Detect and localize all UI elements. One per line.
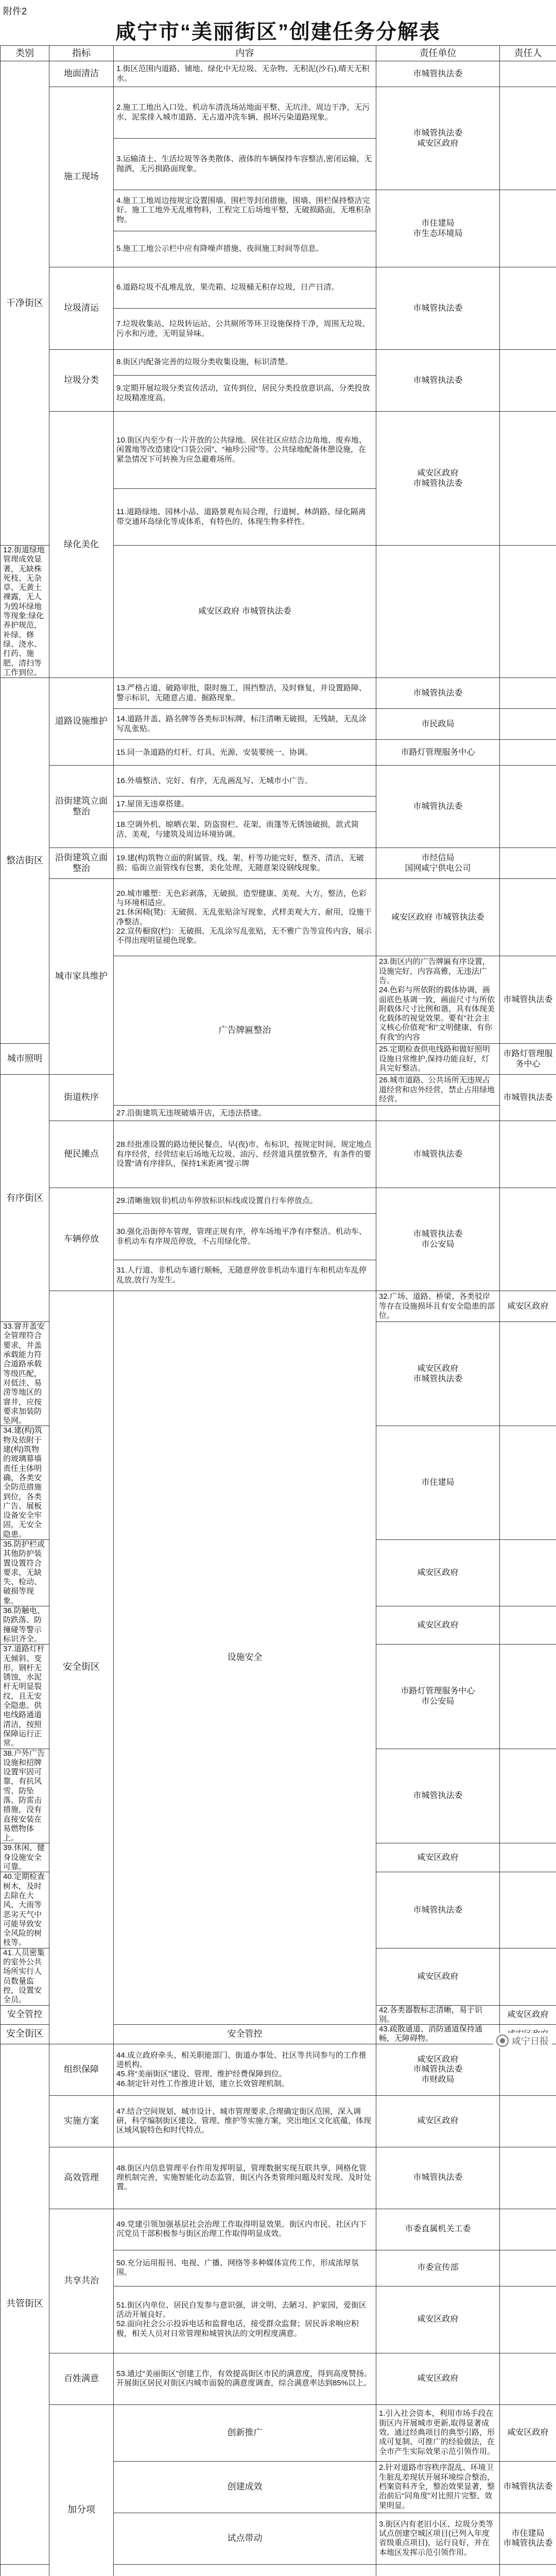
responsible-person-cell (500, 1426, 556, 1540)
content-cell: 12.街道绿地管理成效显著，无缺株死枝、无杂草、无黄土裸露，无人为毁坏绿地等现象:绿化养护规范，补绿、修绿、浇水、打药、施肥、清扫等工作到位。 (1, 546, 49, 678)
content-cell: 3.街区内有老旧小区、垃圾分类等试点创建空城区项目(已列入年度省级重点项目)，运行良好，并在本地区发挥示范引领作用。 (376, 2513, 500, 2564)
category-cell: 有序街区 (1, 1075, 49, 1322)
table-row (1, 678, 556, 709)
table-row (1, 1291, 556, 1322)
indicator-cell: 街道秩序 (49, 1075, 114, 1121)
content-cell: 49.党建引领加强基层社会治理工作取得明显效果。街区内市民、社区内下沉党员干部积极参与街区治理工作取得明显成效。 (114, 2209, 376, 2250)
responsible-unit-cell: 咸安区政府 (376, 1948, 500, 2005)
table-row (1, 848, 556, 879)
content-cell: 37.道路灯杆无倾斜、变形，钢杆无锈蚀，水泥杆无明显裂纹，且无安全隐患。供电线路通道清洁，按照保障运行正常。 (1, 1645, 49, 1749)
responsible-person-cell (500, 740, 556, 766)
content-cell: 42.各类器数标志清晰，易于识别。 (376, 2005, 500, 2025)
content-cell: 40.定期检查树木，及时去除在大风、大雨等恶劣天气中可能导致安全风险的树枝等。 (1, 1872, 49, 1948)
responsible-unit-cell: 咸安区政府 (376, 2353, 500, 2404)
category-cell: 安全街区 (1, 2025, 49, 2044)
indicator-cell: 创建成效 (114, 2461, 376, 2513)
responsible-person-cell (500, 1188, 556, 1291)
content-cell: 19.建(构)筑物立面的附属管、线、架、杆等功能完好，整齐、清洁、无破损；临街立面管线有包裹，美化处理，无随意架设钢线现象。 (114, 848, 376, 879)
table-row (1, 2209, 556, 2250)
content-cell: 16.外墙整洁、完好、有序，无乱画乱写、无城市小广告。 (114, 766, 376, 796)
indicator-cell: 安全管控 (1, 2005, 49, 2025)
responsible-unit-cell (376, 2564, 500, 2576)
content-cell: 1.街区范围内道路、铺地、绿化中无垃圾、无杂物、无积泥(沙石),晴天无积水。 (114, 61, 376, 87)
responsible-person-cell (500, 87, 556, 190)
responsible-person-cell (500, 2209, 556, 2250)
content-cell: 44.成立政府牵头、相关职能部门、街道办事处、社区等共同参与的工作推进机构。 45.将“美丽街区”建设、管理、维护经费保障到位。 46.制定针对性工作推进计划，建立长效管理机制。 (114, 2044, 376, 2095)
table-row (1, 2353, 556, 2404)
responsible-person-cell (500, 848, 556, 879)
responsible-person-cell (500, 190, 556, 267)
header-responsible-unit: 责任单位 (376, 46, 500, 61)
responsible-person-cell (500, 1872, 556, 1948)
responsible-unit-cell: 咸安区政府 (500, 2005, 556, 2025)
indicator-cell (1, 2564, 49, 2576)
table-row (1, 2044, 556, 2095)
responsible-person-cell (500, 1322, 556, 1426)
responsible-person-cell (500, 2564, 556, 2576)
content-cell: 35.防护栏或其他防护装置设置符合要求，无缺失、检动、破损等现象。 (1, 1539, 49, 1606)
table-row (1, 267, 556, 309)
responsible-person-cell (500, 879, 556, 956)
table-row (1, 879, 556, 956)
category-cell: 干净街区 (1, 61, 49, 546)
responsible-person-cell (500, 1645, 556, 1749)
indicator-cell: 城市家具维护 (49, 879, 114, 1075)
table-row (1, 2147, 556, 2209)
responsible-unit-cell: 市委宣传部 (376, 2250, 500, 2286)
responsible-unit-cell: 市城管执法委 (376, 61, 500, 87)
content-cell: 25.定期检查供电线路和做好照明设施日常维护,保持功能良好，灯具完好整洁。 (376, 1044, 500, 1075)
responsible-unit-cell: 咸安区政府 (376, 2095, 500, 2147)
responsible-person-cell (500, 1539, 556, 1606)
responsible-person-cell (500, 1121, 556, 1188)
indicator-cell: 垃圾分类 (49, 350, 114, 412)
table-row (1, 1121, 556, 1188)
content-cell: 50.充分运用报刊、电视、广播、网络等多种媒体宣传工作，形成浓厚氛围。 (114, 2250, 376, 2286)
indicator-cell: 垃圾清运 (49, 267, 114, 350)
indicator-cell: 高效管理 (49, 2147, 114, 2209)
responsible-unit-cell: 市经信局 国网咸宁供电公司 (376, 848, 500, 879)
responsible-person-cell (500, 1606, 556, 1645)
responsible-unit-cell: 咸安区政府 (376, 1843, 500, 1872)
indicator-cell: 广告牌匾整治 (114, 956, 376, 1106)
responsible-unit-cell: 咸安区政府 (376, 1539, 500, 1606)
content-cell: 33.窨井盖安全管理符合要求，井盖承载能力符合道路承载等级匹配，对低洼、易涝等地区的窨井，应按要求加装防坠网。 (1, 1322, 49, 1426)
responsible-person-cell (500, 1749, 556, 1843)
content-cell: 34.建(构)筑物及依附于建(构)筑物的玻璃幕墙责任主体明确，各类安全防范措施到位，各类广告、展板设备安全牢固，无安全隐患。 (1, 1426, 49, 1540)
responsible-unit-cell: 市城管执法委 (500, 2461, 556, 2513)
content-cell: 2.施工工地出入口处、机动车清洗场站地面平整、无坑洼、周边干净，无污水、泥浆排入城市道路、无占道冲洗车辆、损坏污染道路现象。 (114, 87, 376, 139)
responsible-person-cell (500, 412, 556, 546)
content-cell: 36.防触电、防跌落、防撞碰等警示标识齐全。 (1, 1606, 49, 1645)
indicator-cell: 沿街建筑立面整治 (49, 766, 114, 848)
content-cell: 4.施工工地周边按规定设置围墙、围栏等封闭措施，围墙、围栏保持整洁完好。施工工地外无乱堆物料，工程完工后场地平整，无破损路面，无堆积杂物。 (114, 190, 376, 231)
responsible-unit-cell: 市城管执法委 (376, 766, 500, 848)
responsible-person-cell (500, 2353, 556, 2404)
content-cell: 30.强化沿街停车管理，管理正规有序，停车场地平净有序整洁。机动车、非机动车有序规范停放，不占用绿化带。 (114, 1214, 376, 1260)
responsible-unit-cell: 市城管执法委 (500, 1075, 556, 1121)
responsible-unit-cell: 市城管执法委 (376, 2147, 500, 2209)
responsible-unit-cell: 市委直属机关工委 (376, 2209, 500, 2250)
content-cell: 3.运输渣土、生活垃圾等各类散体、液体的车辆保持车容整洁,密闭运输，无抛洒，无污损路面现象。 (114, 139, 376, 190)
responsible-unit-cell: 咸安区政府 市城管执法委 (114, 546, 376, 678)
header-indicator: 指标 (49, 46, 114, 61)
responsible-unit-cell: 市城管执法委 (376, 267, 500, 350)
indicator-cell: 组织保障 (49, 2044, 114, 2095)
responsible-unit-cell: 市路灯管理服务中心 (376, 740, 500, 766)
content-cell: 2.针对道路市容秩序混乱、环境卫生脏乱差现状开展环境综合整治，档案资料齐全，整治效果显著，整治前后“同角度”对比照片完整、效果明显。 (376, 2461, 500, 2513)
category-cell: 整洁街区 (1, 678, 49, 1044)
table-row (1, 2404, 556, 2461)
responsible-person-cell (500, 1948, 556, 2005)
responsible-person-cell (500, 766, 556, 848)
content-cell: 5.施工工地公示栏中应有降噪声措施、夜间施工时间等信息。 (114, 231, 376, 267)
responsible-person-cell (500, 61, 556, 87)
content-cell: 32.广场、道路、桥梁、各类驳岸等存在设施损坏且有安全隐患的部位。 (376, 1291, 500, 1322)
page-title: 咸宁市“美丽街区”创建任务分解表 (0, 15, 556, 45)
content-cell: 28.经批准设置的路边便民餐点、早(夜)市、布标识，按规定时间、规定地点有序经营，经营结束后场地无垃圾、油污、经营道具摆放整齐，有条件的要设置“请有序排队，保持1米距离”提示牌 (114, 1121, 376, 1188)
responsible-unit-cell: 市城管执法委 市公安局 (376, 1188, 500, 1291)
header-category: 类别 (1, 46, 49, 61)
content-cell: 20.城市雕塑：无色彩剥落，无破损。造型健康、美观、大方，整洁，色彩与环境相适应。 21.休闲椅(凳)：无破损、无乱张贴涂写现象，式样美观大方、耐用，设施干净整洁。 22.宣传橱窗(栏)：无破损、无乱涂写乱张贴，无不雅广告等宣传内容，展示不得出现明显褪色现象。 (114, 879, 376, 956)
content-cell: 6.道路垃圾不乱堆乱放，果壳箱、垃圾桶无积存垃圾，日产日清。 (114, 267, 376, 309)
indicator-cell: 共享共治 (49, 2209, 114, 2353)
category-cell: 安全街区 (49, 1291, 114, 2044)
table-row (1, 87, 556, 139)
content-cell (114, 2564, 376, 2576)
responsible-unit-cell: 市城管执法委 (376, 678, 500, 709)
content-cell: 51.街区内单位、居民自发参与意识强，讲文明、去陋习、护家园，爱街区活动开展良好。 52.面向社会公示投诉电话和监督电话，接受群众监督；居民诉求响应积极，相关人员对日常管理和城管执法的文明程度满意。 (114, 2286, 376, 2353)
indicator-cell: 安全管控 (114, 2025, 376, 2044)
responsible-person-cell (500, 1843, 556, 1872)
content-cell: 15.同一条道路的灯杆、灯具、光源、安装要统一、协调。 (114, 740, 376, 766)
content-cell: 27.沿街建筑无违规破墙开店，无违法搭建。 (114, 1106, 376, 1121)
content-cell: 23.街区内的广告牌匾有序设置，设施完好，内容高雅，无违法广告。 24.色彩与所依附的载体协调，画面底色基调一致，画面尺寸与所依附载体尺寸比例和谐，具有体现美化载体的视觉效果。要有“社会主义核心价值观”和“文明健康、有你有我”的内容 (376, 956, 500, 1044)
responsible-unit-cell: 市城管执法委 (376, 1121, 500, 1188)
indicator-cell: 沿街建筑立面整治 (49, 848, 114, 879)
responsible-unit-cell: 市城管执法委 (376, 350, 500, 412)
content-cell: 31.人行道、非机动车通行顺畅，无随意停放非机动车道行车和机动车乱停乱放,放行为发生。 (114, 1260, 376, 1291)
responsible-person-cell (500, 267, 556, 350)
indicator-cell: 绿化美化 (49, 412, 114, 678)
responsible-unit-cell: 咸安区政府 (500, 2404, 556, 2461)
table-header-row (1, 46, 556, 61)
indicator-cell: 城市照明 (1, 1044, 49, 1075)
indicator-cell: 设施安全 (114, 1291, 376, 2025)
header-responsible-person: 责任人 (500, 46, 556, 61)
indicator-cell: 车辆停放 (49, 1188, 114, 1291)
responsible-person-cell (500, 678, 556, 709)
table-row (1, 61, 556, 87)
content-cell: 38.户外广告设施和招牌设置牢固可靠，有抗风雪、防坠落、防雷击措施，没有直接安装在易燃物体上。 (1, 1749, 49, 1843)
responsible-unit-cell: 咸安区政府 (376, 1606, 500, 1645)
responsible-person-cell (500, 709, 556, 740)
responsible-unit-cell: 市住建局 市城管执法委 (500, 2513, 556, 2564)
content-cell: 53.通过“美丽街区”创建工作，有效提高街区市民的满意度，得到高度赞扬。开展街区居民对街区内城市面貌的满意度调查，综合满意率达到85%以上。 (114, 2353, 376, 2404)
content-cell: 8.街区内配备完善的垃圾分类收集设施，标识清楚。 (114, 350, 376, 376)
table-row (1, 412, 556, 489)
indicator-cell: 试点带动 (114, 2513, 376, 2564)
content-cell: 11.道路绿地、园林小品、道路景观布局合理，行道树、林荫路、绿化隔离带交通环岛绿化等成体系，有特色的、体现生物多样性。 (114, 489, 376, 546)
content-cell: 39.休闲、健身设施安全可靠。 (1, 1843, 49, 1872)
header-content: 内容 (114, 46, 376, 61)
responsible-person-cell (500, 2286, 556, 2353)
indicator-cell: 道路设施维护 (49, 678, 114, 766)
responsible-unit-cell: 市路灯管理服务中心 (500, 1044, 556, 1075)
responsible-unit-cell: 咸安区政府 (500, 1291, 556, 1322)
table-row (1, 350, 556, 376)
responsible-person-cell (500, 350, 556, 412)
content-cell: 9.定期开展垃圾分类宣传活动，宣传到位，居民分类投放意识高，分类投放垃圾精准度高。 (114, 376, 376, 412)
indicator-cell: 便民摊点 (49, 1121, 114, 1188)
content-cell: 10.街区内至少有一片开放的公共绿地。居住社区应结合边角地、废弃地、闲置地等改造建设“口袋公园”、“袖珍公园”等。公共绿地配备休憩设施，在紧急情况下可转换为应急避难场所。 (114, 412, 376, 489)
content-cell: 13.严格占道、破路审批，限时施工，围挡整洁，及时修复，并设置路障、警示标识，无随意占道、掘路现象。 (114, 678, 376, 709)
content-cell: 48.街区内信息管理平台作用发挥明显，管理数据实现互联共享，网格化管理机制完善，实施智能化动态监管，街区内各类管理问题及时发现、及时处置。 (114, 2147, 376, 2209)
category-cell: 加分项 (49, 2404, 114, 2576)
table-row (1, 2095, 556, 2147)
responsible-unit-cell: 咸安区政府 市城管执法委 (376, 879, 500, 956)
responsible-unit-cell: 市住建局 市生态环境局 (376, 190, 500, 267)
responsible-unit-cell: 市城管执法委 (376, 1872, 500, 1948)
responsible-unit-cell: 咸安区政府 市城管执法委 (376, 412, 500, 546)
watermark (493, 2033, 552, 2048)
task-table (0, 45, 556, 2576)
indicator-cell: 创新推广 (114, 2404, 376, 2461)
category-cell: 共管街区 (1, 2044, 49, 2564)
content-cell: 41.人员密集的室外公共场所实行人员数量监控，设置安全员。 (1, 1948, 49, 2005)
responsible-unit-cell: 咸安区政府 市城管执法委 (376, 1322, 500, 1426)
watermark-text: 咸宁日报 (512, 2034, 549, 2047)
responsible-unit-cell: 市城管执法委 (376, 1749, 500, 1843)
responsible-unit-cell: 市城管执法委 (500, 956, 556, 1044)
content-cell: 18.空调外机、晾晒衣架、防盗窗栏、花架、雨篷等无锈蚀破损，款式简洁、美观，与建筑及周边环境协调。 (114, 812, 376, 848)
content-cell: 7.垃圾收集站、垃圾转运站、公共厕所等环卫设施保持干净，周围无垃圾、污水和污迹，无明显异味。 (114, 309, 376, 350)
responsible-unit-cell: 市路灯管理服务中心 市公安局 (376, 1645, 500, 1749)
responsible-unit-cell: 咸安区政府 市城管执法委 市财政局 (376, 2044, 500, 2095)
responsible-unit-cell: 市民政局 (376, 709, 500, 740)
newspaper-logo-icon (496, 2035, 509, 2047)
indicator-cell: 实施方案 (49, 2095, 114, 2147)
responsible-person-cell (376, 546, 500, 678)
responsible-unit-cell: 咸安区政府 (376, 2286, 500, 2353)
responsible-person-cell (500, 2095, 556, 2147)
table-row (1, 1188, 556, 1214)
indicator-cell: 施工现场 (49, 87, 114, 267)
attachment-label: 附件2 (3, 4, 27, 18)
content-cell: 1.引入社会资本，利用市场手段在街区内开展城市更新,取得显著成效。通过经典项目的典型引路，形成可复制、可推广的经验做法，在全市产生实际效果示范引领作用。 (376, 2404, 500, 2461)
responsible-unit-cell: 市城管执法委 咸安区政府 (376, 87, 500, 190)
responsible-person-cell (500, 2147, 556, 2209)
responsible-unit-cell: 市住建局 (376, 1426, 500, 1540)
indicator-cell: 百姓满意 (49, 2353, 114, 2404)
responsible-person-cell (500, 2044, 556, 2095)
content-cell: 29.清晰施划(非)机动车停放标识标线或设置自行车停放点。 (114, 1188, 376, 1214)
table-row (1, 766, 556, 796)
content-cell: 26.城市道路、公共场所无违规占道经营和店外经营，禁止占用绿地经营。 (376, 1075, 500, 1106)
content-cell: 43.疏散通道、消防通道保持通畅，无障碍物。 (376, 2025, 500, 2044)
content-cell: 47.结合空间规划、城市设计、城市管理要求,合理确定街区范围，深入调研，科学编制街区建设、管理、维护等实施方案，突出地区文化底蕴，体现区域风貌特色和时代特点。 (114, 2095, 376, 2147)
content-cell: 14.道路井盖、路名牌等各类标识标牌，标注清晰无破损，无残缺，无乱涂写乱张贴。 (114, 709, 376, 740)
indicator-cell: 地面清洁 (49, 61, 114, 87)
content-cell: 17.屋顶无违章搭建。 (114, 796, 376, 812)
responsible-person-cell (500, 2250, 556, 2286)
